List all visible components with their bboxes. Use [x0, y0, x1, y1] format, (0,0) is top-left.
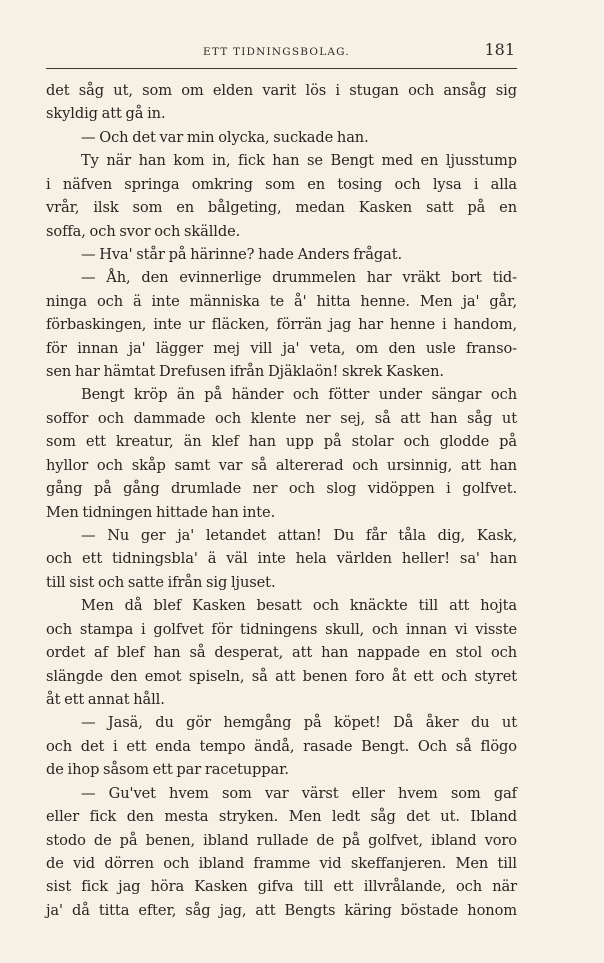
page-number: 181: [484, 40, 515, 59]
header-rule: [46, 68, 517, 69]
text-line: soffor och dammade och klente ner sej, så att han såg ut: [46, 409, 517, 427]
text-line: de vid dörren och ibland framme vid skeffanjeren. Men till: [46, 854, 517, 872]
text-line: — Åh, den evinnerlige drummelen har vräkt bort tid-: [81, 269, 517, 287]
text-line: förbaskingen, inte ur fläcken, förrän jag har henne i handom,: [46, 316, 517, 334]
text-line: det såg ut, som om elden varit lös i stugan och ansåg sig: [46, 82, 517, 99]
text-line: — Jasä, du gör hemgång på köpet! Då åker du ut: [81, 714, 517, 732]
text-line: — Nu ger ja' letandet attan! Du får tåla dig, Kask,: [81, 527, 517, 545]
text-line: i näfven springa omkring som en tosing och lysa i alla: [46, 175, 517, 193]
text-line: stodo de på benen, ibland rullade de på golfvet, ibland voro: [46, 831, 517, 849]
text-line: — Och det var min olycka, suckade han.: [81, 128, 369, 146]
text-line: ja' då titta efter, såg jag, att Bengts käring böstade honom: [46, 901, 517, 919]
text-line: och det i ett enda tempo ändå, rasade Bengt. Och så flögo: [46, 737, 517, 755]
text-line: Bengt kröp än på händer och fötter under sängar och: [81, 386, 517, 404]
text-line: sen har hämtat Drefusen ifrån Djäklaön! skrek Kasken.: [46, 363, 444, 381]
body-text: [46, 79, 517, 922]
text-line: vrår, ilsk som en bålgeting, medan Kasken satt på en: [46, 199, 517, 217]
text-line: Men då blef Kasken besatt och knäckte till att hojta: [81, 597, 517, 615]
text-line: till sist och satte ifrån sig ljuset.: [46, 573, 276, 591]
text-line: sist fick jag höra Kasken gifva till ett illvrålande, och när: [46, 878, 517, 896]
text-line: ninga och ä inte människa te å' hitta henne. Men ja' går,: [46, 292, 517, 310]
text-line: åt ett annat håll.: [46, 690, 165, 708]
text-line: Men tidningen hittade han inte.: [46, 503, 276, 521]
text-line: och ett tidningsbla' ä väl inte hela världen heller! sa' han: [46, 550, 517, 568]
text-line: soffa, och svor och skällde.: [46, 222, 241, 240]
text-line: skyldig att gå in.: [46, 105, 166, 123]
text-line: gång på gång drumlade ner och slog vidöppen i golfvet.: [46, 480, 517, 498]
text-line: slängde den emot spiseln, så att benen foro åt ett och styret: [46, 667, 517, 685]
text-line: — Hva' står på härinne? hade Anders frågat.: [81, 245, 403, 263]
text-line: hyllor och skåp samt var så altererad och ursinnig, att han: [46, 456, 517, 474]
text-line: för innan ja' lägger mej vill ja' veta, om den usle franso-: [46, 339, 517, 357]
text-line: eller fick den mesta stryken. Men ledt såg det ut. Ibland: [46, 808, 517, 826]
text-line: som ett kreatur, än klef han upp på stolar och glodde på: [46, 433, 517, 451]
text-line: de ihop såsom ett par racetuppar.: [46, 761, 289, 779]
running-head: [46, 40, 517, 64]
running-title: ETT TIDNINGSBOLAG.: [203, 46, 350, 58]
text-line: — Gu'vet hvem som var värst eller hvem som gaf: [81, 784, 517, 802]
text-line: Ty när han kom in, fick han se Bengt med en ljusstump: [81, 152, 517, 170]
text-line: ordet af blef han så desperat, att han nappade en stol och: [46, 644, 517, 662]
text-line: och stampa i golfvet för tidningens skull, och innan vi visste: [46, 620, 517, 638]
